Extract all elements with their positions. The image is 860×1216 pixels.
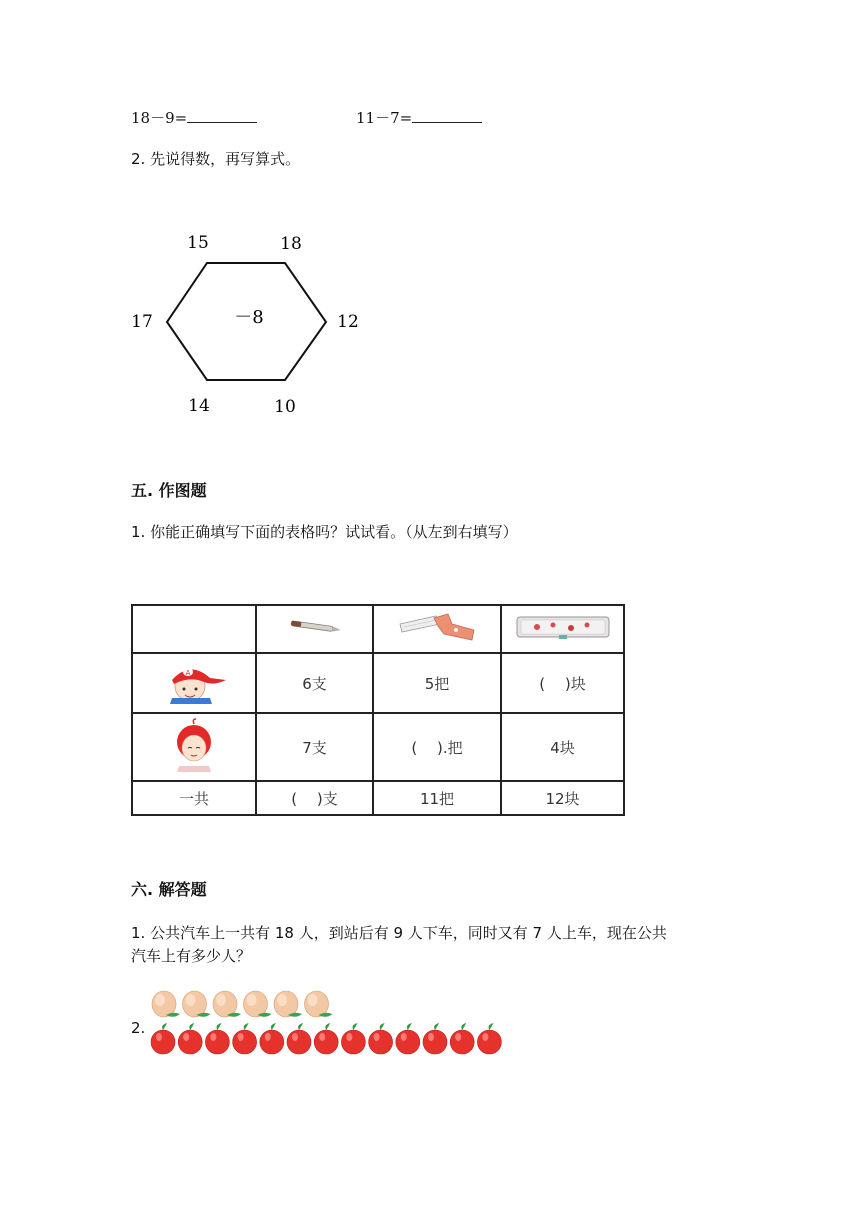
fill-in-table <box>131 604 625 816</box>
peach-icon <box>305 991 333 1017</box>
apple-icon <box>369 1023 393 1054</box>
table-cell: 12块 <box>501 781 624 815</box>
table-cell: 4块 <box>501 713 624 781</box>
apple-row <box>150 1022 514 1060</box>
table-person-girl <box>132 713 256 781</box>
table-header-pen <box>256 605 373 653</box>
table-cell-blank[interactable]: ( )块 <box>501 653 624 713</box>
section-6-question-2-label: 2. <box>131 1019 146 1037</box>
peach-row <box>150 988 343 1026</box>
pen-icon <box>285 617 345 637</box>
table-cell-blank[interactable]: ( ).把 <box>373 713 501 781</box>
question-2-title: 2. 先说得数，再写算式。 <box>131 150 301 168</box>
hex-number-bottom-left: 14 <box>188 396 210 416</box>
section-5-question: 1. 你能正确填写下面的表格吗？试试看。（从左到右填写） <box>131 523 518 541</box>
answer-blank[interactable] <box>412 108 482 123</box>
apple-icon <box>477 1023 501 1054</box>
section-6-heading: 六. 解答题 <box>131 880 207 899</box>
pencil-case-icon <box>513 611 613 643</box>
peach-icon <box>213 991 241 1017</box>
apple-icon <box>178 1023 202 1054</box>
apple-icon <box>287 1023 311 1054</box>
answer-blank[interactable] <box>187 108 257 123</box>
apple-icon <box>423 1023 447 1054</box>
peach-icon <box>152 991 180 1017</box>
section-6-question-1-line-2: 汽车上有多少人？ <box>131 947 252 965</box>
apple-icon <box>260 1023 284 1054</box>
hex-number-bottom-right: 10 <box>274 397 296 417</box>
table-corner-cell <box>132 605 256 653</box>
table-row <box>132 713 624 781</box>
apple-icon <box>314 1023 338 1054</box>
boy-with-red-cap-icon <box>154 658 234 704</box>
table-cell: 5把 <box>373 653 501 713</box>
table-cell: 11把 <box>373 781 501 815</box>
section-5-heading: 五. 作图题 <box>131 481 207 500</box>
apple-icon <box>233 1023 257 1054</box>
table-total-label: 一共 <box>132 781 256 815</box>
expression-right: 11－7= <box>356 108 482 128</box>
expression-left: 18－9= <box>131 108 257 128</box>
hexagon-center-operation: －8 <box>234 307 264 328</box>
table-cell: 6支 <box>256 653 373 713</box>
apple-icon <box>341 1023 365 1054</box>
table-header-pencil-case <box>501 605 624 653</box>
table-row <box>132 653 624 713</box>
table-cell-blank[interactable]: ( )支 <box>256 781 373 815</box>
hex-number-left: 17 <box>131 312 153 332</box>
table-person-boy <box>132 653 256 713</box>
peach-icon <box>244 991 272 1017</box>
apple-icon <box>450 1023 474 1054</box>
hex-number-top-right: 18 <box>280 234 302 254</box>
section-6-question-1-line-1: 1. 公共汽车上一共有 18 人，到站后有 9 人下车，同时又有 7 人上车，现在公共 <box>131 924 667 942</box>
folding-knife-icon <box>392 610 482 644</box>
table-cell: 7支 <box>256 713 373 781</box>
peach-icon <box>183 991 211 1017</box>
hexagon-diagram <box>125 225 375 425</box>
hex-number-right: 12 <box>337 312 359 332</box>
svg-text:A: A <box>185 669 191 677</box>
apple-icon <box>396 1023 420 1054</box>
apple-icon <box>151 1023 175 1054</box>
table-header-row <box>132 605 624 653</box>
girl-with-red-hair-icon <box>169 718 219 772</box>
peach-icon <box>274 991 302 1017</box>
table-row <box>132 781 624 815</box>
table-header-knife <box>373 605 501 653</box>
hex-number-top-left: 15 <box>187 233 209 253</box>
apple-icon <box>205 1023 229 1054</box>
